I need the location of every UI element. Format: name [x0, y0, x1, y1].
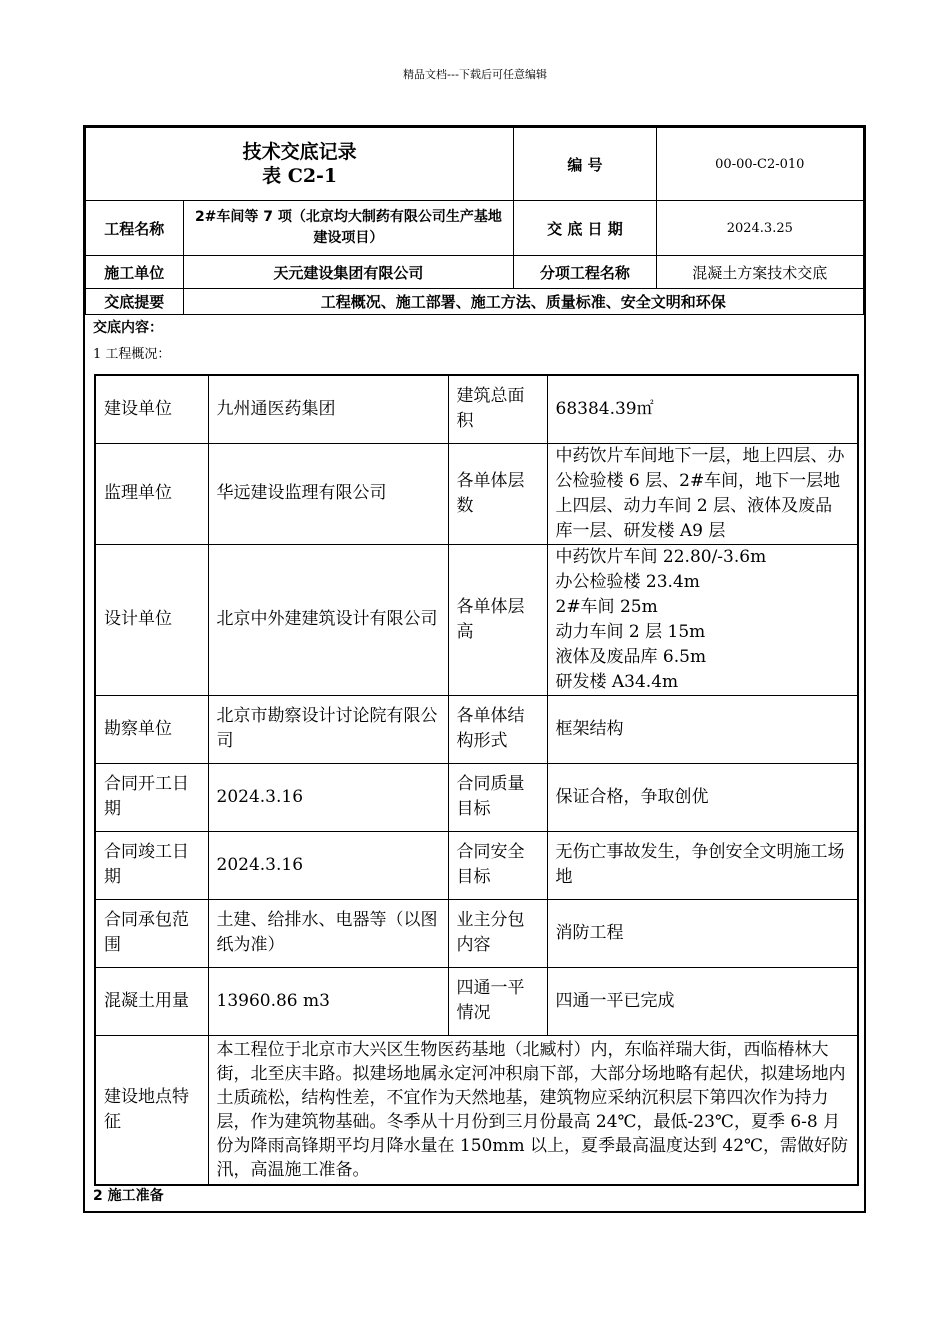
subproject-label: 分项工程名称	[514, 256, 656, 289]
row-label: 合同开工日期	[95, 763, 208, 831]
row-label: 混凝土用量	[95, 967, 208, 1035]
section-1-title: 1 工程概况：	[93, 347, 171, 362]
number-value: 00-00-C2-010	[656, 128, 863, 201]
briefing-date-value: 2024.3.25	[656, 201, 863, 256]
row-value: 消防工程	[547, 899, 858, 967]
row-value-multiline	[547, 544, 858, 695]
technical-briefing-form	[83, 125, 866, 1213]
row-value: 框架结构	[547, 695, 858, 763]
row-label: 四通一平情况	[448, 967, 547, 1035]
row-value: 68384.39㎡	[547, 375, 858, 443]
row-value: 无伤亡事故发生，争创安全文明施工场地	[547, 831, 858, 899]
row-label: 业主分包内容	[448, 899, 547, 967]
table-row	[95, 544, 858, 695]
content-label: 交底内容：	[93, 320, 163, 336]
builder-value: 天元建设集团有限公司	[183, 256, 514, 289]
row-label: 各单体层数	[448, 443, 547, 544]
row-label: 各单体层高	[448, 544, 547, 695]
project-name-value: 2#车间等 7 项（北京均大制药有限公司生产基地建设项目）	[183, 201, 514, 256]
row-label: 合同承包范围	[95, 899, 208, 967]
height-line: 液体及废品库 6.5m	[555, 646, 707, 667]
builder-label: 施工单位	[86, 256, 184, 289]
row-value: 中药饮片车间地下一层，地上四层、办公检验楼 6 层、2#车间，地下一层地上四层、动力车间 2 层、液体及废品库一层、研发楼 A9 层	[547, 443, 858, 544]
row-label: 合同质量目标	[448, 763, 547, 831]
height-line: 中药饮片车间 22.80/-3.6m	[555, 546, 767, 567]
project-name-label: 工程名称	[86, 201, 184, 256]
table-row	[95, 831, 858, 899]
row-value: 保证合格，争取创优	[547, 763, 858, 831]
number-label: 编 号	[514, 128, 656, 201]
section-2-title: 2 施工准备	[93, 1188, 164, 1204]
height-line: 2#车间 25m	[555, 596, 658, 617]
subproject-value: 混凝土方案技术交底	[656, 256, 863, 289]
summary-label: 交底提要	[86, 289, 184, 315]
row-label: 监理单位	[95, 443, 208, 544]
table-row	[95, 899, 858, 967]
row-label: 合同安全目标	[448, 831, 547, 899]
row-value: 2024.3.16	[208, 763, 448, 831]
site-features-label: 建设地点特征	[95, 1035, 208, 1185]
row-label: 建设单位	[95, 375, 208, 443]
row-label: 勘察单位	[95, 695, 208, 763]
page-watermark: 精品文档---下载后可任意编辑	[403, 68, 547, 81]
table-row	[95, 695, 858, 763]
form-title-main: 技术交底记录	[242, 141, 357, 163]
row-value: 2024.3.16	[208, 831, 448, 899]
row-value: 华远建设监理有限公司	[208, 443, 448, 544]
table-row	[95, 763, 858, 831]
table-row	[95, 443, 858, 544]
row-value: 北京市勘察设计讨论院有限公司	[208, 695, 448, 763]
site-features-text: 本工程位于北京市大兴区生物医药基地（北臧村）内，东临祥瑞大街，西临椿林大街，北至庆丰路。拟建场地属永定河冲积扇下部，大部分场地略有起伏，拟建场地内土质疏松，结构性差，不宜作为天然地基，建筑物应采纳沉积层下第四次作为持力层，作为建筑物基础。冬季从十月份到三月份最高 24℃，最低-23℃，夏季 6-8 月份为降雨高锋期平均月降水量在 150mm 以上，夏季最高温度达到 42℃，需做好防汛，高温施工准备。	[208, 1035, 858, 1185]
row-label: 合同竣工日期	[95, 831, 208, 899]
row-value: 九州通医药集团	[208, 375, 448, 443]
row-label: 设计单位	[95, 544, 208, 695]
row-label: 建筑总面积	[448, 375, 547, 443]
height-line: 办公检验楼 23.4m	[555, 571, 700, 592]
row-value: 四通一平已完成	[547, 967, 858, 1035]
form-title	[86, 128, 514, 201]
form-title-code: 表 C2-1	[262, 165, 338, 187]
height-line: 研发楼 A34.4m	[555, 671, 679, 692]
height-line: 动力车间 2 层 15m	[555, 621, 706, 642]
table-row	[95, 1035, 858, 1185]
row-label: 各单体结构形式	[448, 695, 547, 763]
table-row	[95, 967, 858, 1035]
table-row	[95, 375, 858, 443]
briefing-date-label: 交 底 日 期	[514, 201, 656, 256]
row-value: 13960.86 m3	[208, 967, 448, 1035]
header-table	[85, 127, 864, 315]
row-value: 土建、给排水、电器等（以图纸为准）	[208, 899, 448, 967]
summary-value: 工程概况、施工部署、施工方法、质量标准、安全文明和环保	[183, 289, 863, 315]
row-value: 北京中外建建筑设计有限公司	[208, 544, 448, 695]
project-overview-table	[94, 374, 859, 1186]
